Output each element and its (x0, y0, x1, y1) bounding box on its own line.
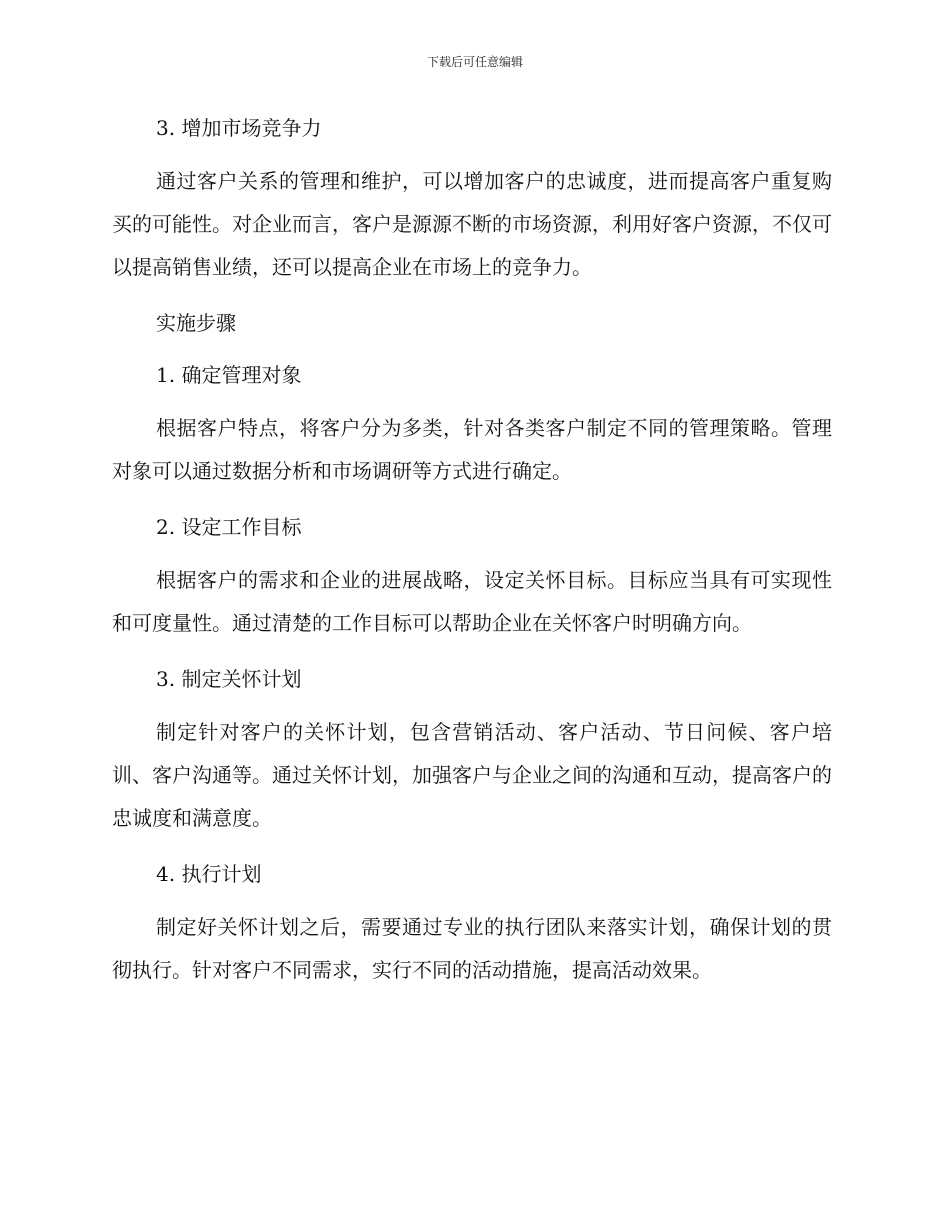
section-heading: 4. 执行计划 (156, 862, 262, 886)
section-heading: 2. 设定工作目标 (156, 515, 302, 539)
paragraph: 根据客户的需求和企业的进展战略，设定关怀目标。目标应当具有可实现性和可度量性。通过清楚的工作目标可以帮助企业在关怀客户时明确方向。 (112, 568, 832, 635)
section-heading: 实施步骤 (156, 311, 236, 335)
section-heading: 3. 增加市场竞争力 (156, 116, 322, 140)
page-header-note: 下载后可任意编辑 (426, 55, 523, 69)
document-body (112, 108, 832, 992)
paragraph: 根据客户特点，将客户分为多类，针对各类客户制定不同的管理策略。管理对象可以通过数据分析和市场调研等方式进行确定。 (112, 416, 832, 483)
section-heading: 3. 制定关怀计划 (156, 667, 302, 691)
paragraph: 通过客户关系的管理和维护，可以增加客户的忠诚度，进而提高客户重复购买的可能性。对企业而言，客户是源源不断的市场资源，利用好客户资源，不仅可以提高销售业绩，还可以提高企业在市场上的竞争力。 (112, 169, 832, 279)
paragraph: 制定好关怀计划之后，需要通过专业的执行团队来落实计划，确保计划的贯彻执行。针对客户不同需求，实行不同的活动措施，提高活动效果。 (112, 915, 832, 982)
section-heading: 1. 确定管理对象 (156, 363, 302, 387)
paragraph: 制定针对客户的关怀计划，包含营销活动、客户活动、节日问候、客户培训、客户沟通等。通过关怀计划，加强客户与企业之间的沟通和互动，提高客户的忠诚度和满意度。 (112, 720, 832, 830)
